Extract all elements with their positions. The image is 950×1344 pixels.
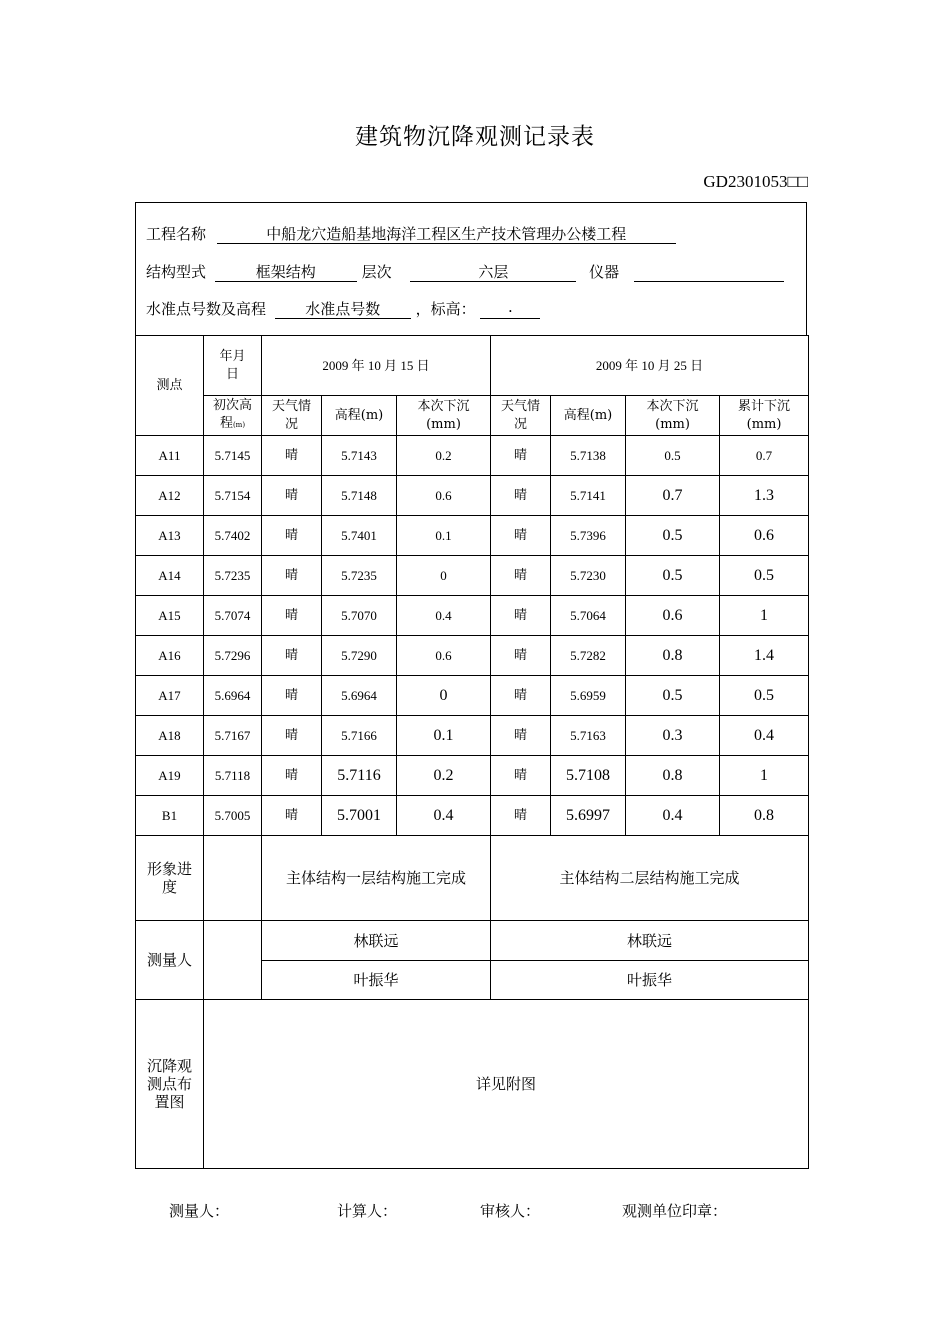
cell-settle2: 0.7 — [626, 476, 720, 516]
cell-settle2: 0.8 — [626, 756, 720, 796]
cell-point: A12 — [136, 476, 204, 516]
cell-elev2: 5.7108 — [551, 756, 626, 796]
cell-weather1: 晴 — [262, 796, 322, 836]
cell-initial: 5.7167 — [204, 716, 262, 756]
cell-settle2: 0.8 — [626, 636, 720, 676]
cell-elev1: 5.7070 — [322, 596, 397, 636]
cell-elev2: 5.6959 — [551, 676, 626, 716]
table-row — [136, 756, 809, 796]
cell-settle1: 0.6 — [397, 476, 491, 516]
cell-cumulative: 0.6 — [720, 516, 809, 556]
cell-settle2: 0.4 — [626, 796, 720, 836]
cell-elev2: 5.7064 — [551, 596, 626, 636]
table-row — [136, 556, 809, 596]
cell-elev1: 5.7401 — [322, 516, 397, 556]
cell-settle2: 0.5 — [626, 556, 720, 596]
cell-point: A17 — [136, 676, 204, 716]
date1-header: 2009 年 10 月 15 日 — [262, 336, 491, 396]
settlement-table — [135, 335, 809, 1169]
cum-header: 累计下沉(mm) — [720, 396, 809, 436]
benchmark-line — [146, 298, 540, 319]
elevation-label: ，标高： — [415, 300, 476, 318]
elevation-value: . — [480, 298, 540, 319]
date-header: 年月日 — [204, 336, 262, 396]
cell-settle2: 0.6 — [626, 596, 720, 636]
cell-initial: 5.7074 — [204, 596, 262, 636]
progress-label: 形象进度 — [136, 836, 204, 921]
instrument-label: 仪器 — [589, 263, 620, 281]
document-title: 建筑物沉降观测记录表 — [355, 124, 595, 150]
layout-value: 详见附图 — [204, 1000, 809, 1169]
layout-label: 沉降观测点布置图 — [136, 1000, 204, 1169]
cell-initial: 5.7235 — [204, 556, 262, 596]
cell-settle1: 0.2 — [397, 756, 491, 796]
project-label: 工程名称 — [146, 225, 207, 243]
cell-cumulative: 0.4 — [720, 716, 809, 756]
cell-point: A13 — [136, 516, 204, 556]
cell-settle2: 0.5 — [626, 516, 720, 556]
cell-settle2: 0.5 — [626, 676, 720, 716]
settle1-header: 本次下沉(mm) — [397, 396, 491, 436]
cell-weather2: 晴 — [491, 556, 551, 596]
cell-point: B1 — [136, 796, 204, 836]
cell-point: A16 — [136, 636, 204, 676]
table-row — [136, 516, 809, 556]
elev1-header: 高程(m) — [322, 396, 397, 436]
cell-weather2: 晴 — [491, 796, 551, 836]
cell-weather2: 晴 — [491, 436, 551, 476]
cell-weather2: 晴 — [491, 596, 551, 636]
cell-weather1: 晴 — [262, 516, 322, 556]
benchmark-label: 水准点号数及高程 — [146, 300, 267, 318]
floor-value: 六层 — [410, 261, 576, 282]
cell-settle1: 0.2 — [397, 436, 491, 476]
cell-weather2: 晴 — [491, 756, 551, 796]
cell-weather2: 晴 — [491, 516, 551, 556]
weather1-header: 天气情况 — [262, 396, 322, 436]
cell-initial: 5.7145 — [204, 436, 262, 476]
progress-empty-cell — [204, 836, 262, 921]
cell-initial: 5.7005 — [204, 796, 262, 836]
header-row-dates — [136, 336, 809, 396]
table-row — [136, 676, 809, 716]
cell-initial: 5.7154 — [204, 476, 262, 516]
cell-weather1: 晴 — [262, 476, 322, 516]
cell-weather1: 晴 — [262, 556, 322, 596]
cell-settle1: 0.4 — [397, 596, 491, 636]
cell-settle2: 0.3 — [626, 716, 720, 756]
header-box — [135, 202, 807, 335]
surveyor-label: 测量人 — [136, 921, 204, 1000]
benchmark-value: 水准点号数 — [275, 298, 411, 319]
cell-weather1: 晴 — [262, 436, 322, 476]
cell-cumulative: 0.5 — [720, 556, 809, 596]
structure-value: 框架结构 — [215, 261, 357, 282]
instrument-value — [634, 261, 784, 282]
surveyor-first-b: 叶振华 — [262, 961, 491, 1000]
structure-label: 结构型式 — [146, 263, 207, 281]
cell-elev1: 5.7143 — [322, 436, 397, 476]
cell-settle1: 0.6 — [397, 636, 491, 676]
cell-cumulative: 1.4 — [720, 636, 809, 676]
cell-elev2: 5.7138 — [551, 436, 626, 476]
cell-settle1: 0.1 — [397, 516, 491, 556]
cell-cumulative: 1.3 — [720, 476, 809, 516]
cell-point: A11 — [136, 436, 204, 476]
cell-elev1: 5.7148 — [322, 476, 397, 516]
table-row — [136, 476, 809, 516]
form-code: GD2301053□□ — [703, 172, 808, 191]
cell-settle2: 0.5 — [626, 436, 720, 476]
cell-elev2: 5.7230 — [551, 556, 626, 596]
table-row — [136, 796, 809, 836]
initial-header: 初次高程(m) — [204, 396, 262, 436]
cell-initial: 5.7118 — [204, 756, 262, 796]
progress-second: 主体结构二层结构施工完成 — [491, 836, 809, 921]
cell-settle1: 0.4 — [397, 796, 491, 836]
cell-initial: 5.6964 — [204, 676, 262, 716]
project-line — [146, 223, 676, 244]
layout-row — [136, 1000, 809, 1169]
surveyor-empty-cell — [204, 921, 262, 1000]
cell-weather2: 晴 — [491, 636, 551, 676]
cell-settle1: 0 — [397, 556, 491, 596]
cell-elev1: 5.7166 — [322, 716, 397, 756]
footer-calculator: 计算人： — [337, 1202, 398, 1220]
date2-header: 2009 年 10 月 25 日 — [491, 336, 809, 396]
cell-cumulative: 1 — [720, 756, 809, 796]
cell-weather2: 晴 — [491, 716, 551, 756]
structure-line — [146, 261, 784, 282]
cell-weather1: 晴 — [262, 596, 322, 636]
cell-weather1: 晴 — [262, 676, 322, 716]
cell-weather2: 晴 — [491, 476, 551, 516]
cell-elev2: 5.6997 — [551, 796, 626, 836]
cell-settle1: 0 — [397, 676, 491, 716]
surveyor-row-1 — [136, 921, 809, 961]
cell-elev1: 5.7290 — [322, 636, 397, 676]
cell-elev2: 5.7141 — [551, 476, 626, 516]
point-header: 测点 — [136, 336, 204, 436]
table-row — [136, 436, 809, 476]
surveyor-second-a: 林联远 — [491, 921, 809, 961]
cell-elev1: 5.7116 — [322, 756, 397, 796]
floor-label: 层次 — [361, 263, 392, 281]
footer-measurer: 测量人： — [169, 1202, 230, 1220]
weather2-header: 天气情况 — [491, 396, 551, 436]
cell-weather2: 晴 — [491, 676, 551, 716]
project-value: 中船龙穴造船基地海洋工程区生产技术管理办公楼工程 — [217, 223, 676, 244]
cell-weather1: 晴 — [262, 716, 322, 756]
cell-elev1: 5.7001 — [322, 796, 397, 836]
cell-settle1: 0.1 — [397, 716, 491, 756]
cell-weather1: 晴 — [262, 756, 322, 796]
cell-initial: 5.7402 — [204, 516, 262, 556]
header-row-columns — [136, 396, 809, 436]
cell-cumulative: 0.5 — [720, 676, 809, 716]
progress-row — [136, 836, 809, 921]
cell-point: A19 — [136, 756, 204, 796]
cell-weather1: 晴 — [262, 636, 322, 676]
cell-elev1: 5.6964 — [322, 676, 397, 716]
cell-point: A15 — [136, 596, 204, 636]
cell-cumulative: 0.8 — [720, 796, 809, 836]
table-row — [136, 636, 809, 676]
elev2-header: 高程(m) — [551, 396, 626, 436]
cell-elev2: 5.7282 — [551, 636, 626, 676]
cell-point: A14 — [136, 556, 204, 596]
footer-stamp: 观测单位印章： — [622, 1202, 728, 1220]
cell-elev2: 5.7396 — [551, 516, 626, 556]
cell-initial: 5.7296 — [204, 636, 262, 676]
cell-elev1: 5.7235 — [322, 556, 397, 596]
progress-first: 主体结构一层结构施工完成 — [262, 836, 491, 921]
surveyor-first-a: 林联远 — [262, 921, 491, 961]
settle2-header: 本次下沉(mm) — [626, 396, 720, 436]
cell-cumulative: 1 — [720, 596, 809, 636]
table-row — [136, 596, 809, 636]
footer-reviewer: 审核人： — [480, 1202, 541, 1220]
surveyor-second-b: 叶振华 — [491, 961, 809, 1000]
table-row — [136, 716, 809, 756]
cell-point: A18 — [136, 716, 204, 756]
cell-elev2: 5.7163 — [551, 716, 626, 756]
cell-cumulative: 0.7 — [720, 436, 809, 476]
